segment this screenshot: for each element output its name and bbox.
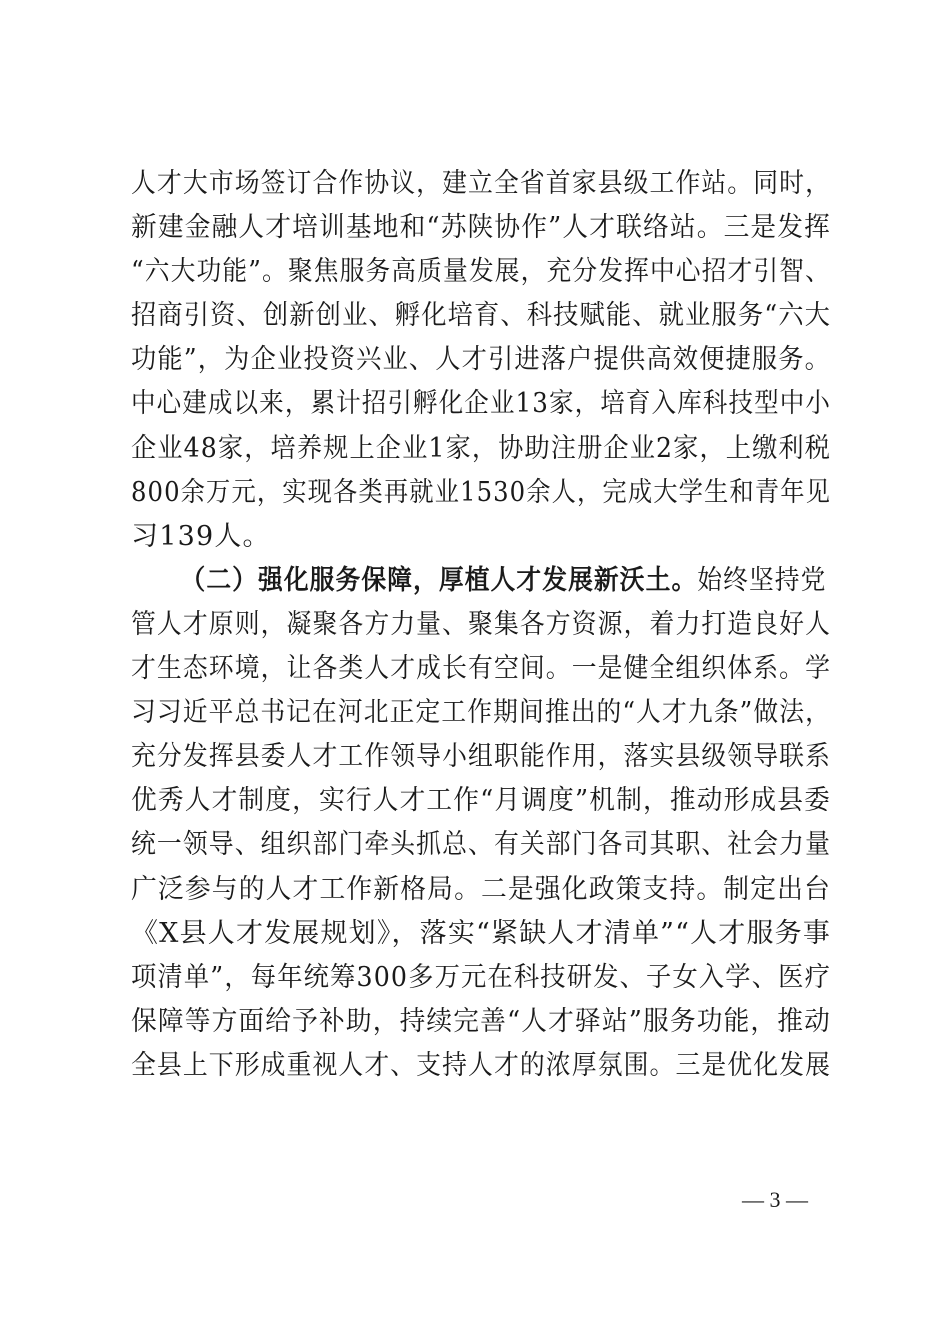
text-line: 全县上下形成重视人才、支持人才的浓厚氛围。三是优化发展 bbox=[131, 1049, 831, 1081]
text-line: 企业48家，培养规上企业1家，协助注册企业2家，上缴利税 bbox=[131, 432, 831, 464]
text-line: 功能”，为企业投资兴业、人才引进落户提供高效便捷服务。 bbox=[131, 344, 831, 376]
page-number: — 3 — bbox=[742, 1187, 808, 1212]
text-line: 习习近平总书记在河北正定工作期间推出的“人才九条”做法， bbox=[131, 697, 831, 729]
text-line: 保障等方面给予补助，持续完善“人才驿站”服务功能，推动 bbox=[131, 1005, 831, 1037]
text-line: “六大功能”。聚焦服务高质量发展，充分发挥中心招才引智、 bbox=[131, 256, 831, 288]
section-2-heading: （二）强化服务保障，厚植人才发展新沃土。 bbox=[180, 564, 698, 596]
text-line: 招商引资、创新创业、孵化培育、科技赋能、就业服务“六大 bbox=[131, 300, 831, 332]
text-line: 管人才原则，凝聚各方力量、聚集各方资源，着力打造良好人 bbox=[131, 608, 831, 640]
text-line: 项清单”，每年统筹300多万元在科技研发、子女入学、医疗 bbox=[131, 961, 831, 993]
text-line: 充分发挥县委人才工作领导小组职能作用，落实县级领导联系 bbox=[131, 741, 831, 773]
text-line: 新建金融人才培训基地和“苏陕协作”人才联络站。三是发挥 bbox=[131, 212, 831, 244]
text-line: 习139人。 bbox=[131, 520, 271, 552]
text-line: 统一领导、组织部门牵头抓总、有关部门各司其职、社会力量 bbox=[131, 829, 831, 861]
text-line: 800余万元，实现各类再就业1530余人，完成大学生和青年见 bbox=[131, 476, 831, 508]
section-2-first-line-rest: 始终坚持党 bbox=[697, 564, 827, 596]
text-line: 《X县人才发展规划》，落实“紧缺人才清单”“人才服务事 bbox=[131, 917, 831, 949]
text-line: 人才大市场签订合作协议，建立全省首家县级工作站。同时， bbox=[131, 168, 831, 199]
body-text bbox=[131, 162, 831, 1088]
text-line: 优秀人才制度，实行人才工作“月调度”机制，推动形成县委 bbox=[131, 785, 831, 817]
section-2-first-line bbox=[131, 559, 827, 603]
text-line: 中心建成以来，累计招引孵化企业13家，培育入库科技型中小 bbox=[131, 388, 831, 420]
text-line: 才生态环境，让各类人才成长有空间。一是健全组织体系。学 bbox=[131, 653, 831, 685]
text-line: 广泛参与的人才工作新格局。二是强化政策支持。制定出台 bbox=[131, 873, 831, 905]
